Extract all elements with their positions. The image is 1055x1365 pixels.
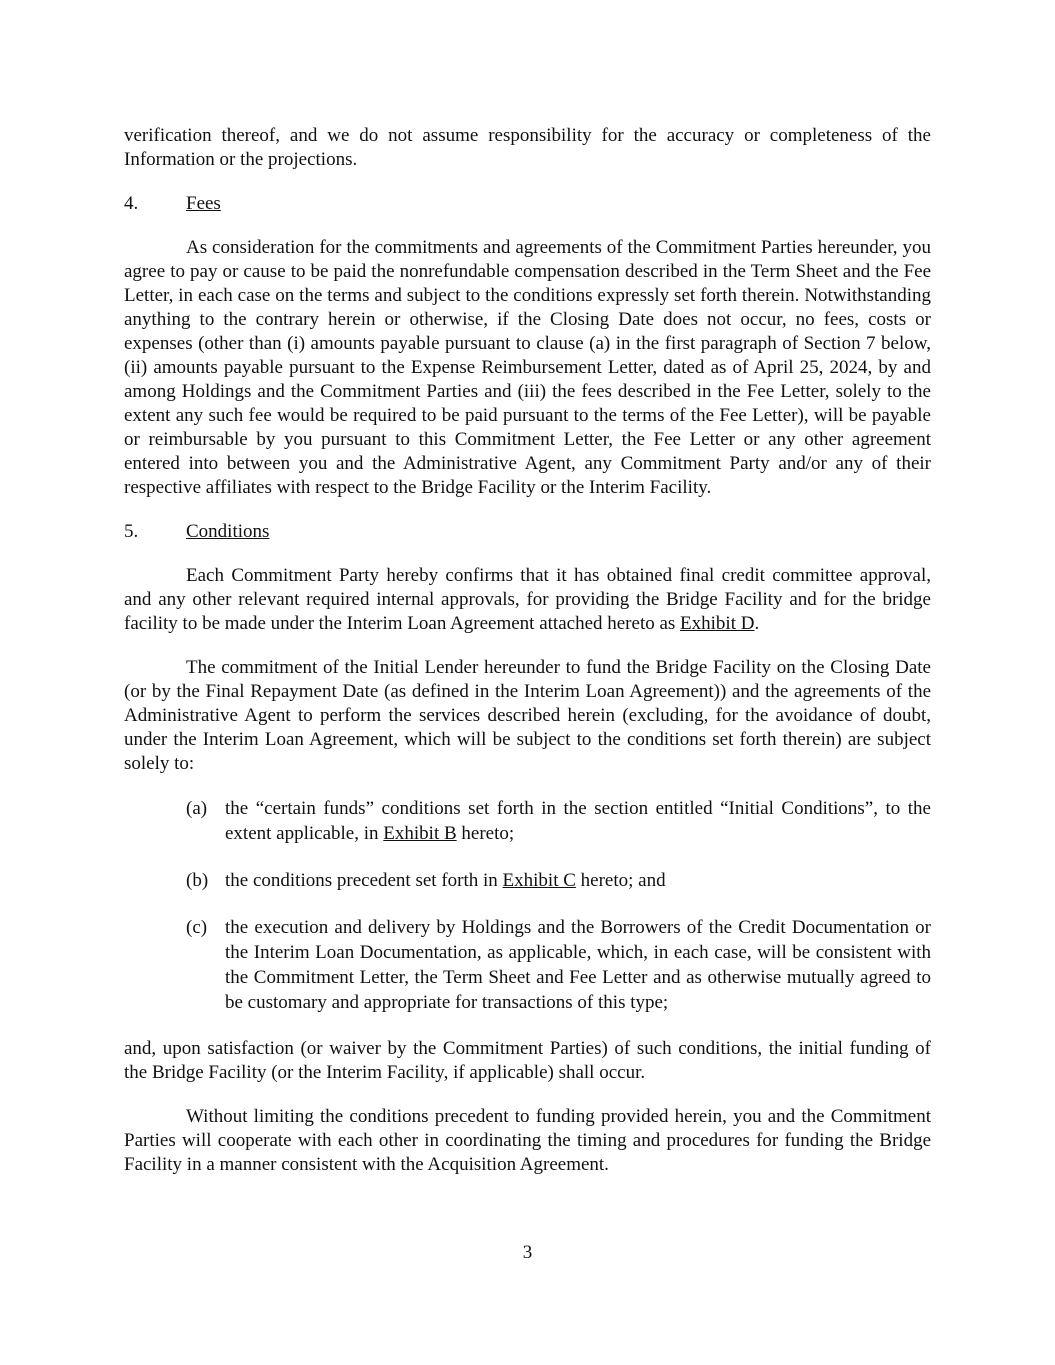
section-4-title: Fees [186,193,221,214]
section-5-title: Conditions [186,521,270,542]
condition-b-text [225,868,931,893]
condition-c-text: the execution and delivery by Holdings and the Borrowers of the Credit Documentation or the Interim Loan Documentation, as applicable, which, in each case, will be consistent with the Commitment Letter, the Term Sheet and Fee Letter and as otherwise mutually agreed to be customary and appropriate for transactions of this type; [225,917,931,1013]
satisfaction-paragraph: and, upon satisfaction (or waiver by the Commitment Parties) of such conditions, the initial funding of the Bridge Facility (or the Interim Facility, if applicable) shall occur. [124,1038,931,1083]
section-4-number: 4. [124,193,139,214]
document-page [124,124,931,1177]
condition-c-label: (c) [186,917,208,938]
condition-a-text-end: hereto; [456,823,515,844]
condition-b-text-start: the conditions precedent set forth in [225,870,503,891]
condition-item-a [186,796,931,846]
cooperation-paragraph: Without limiting the conditions precedent to funding provided herein, you and the Commitment Parties will cooperate with each other in coordinating the timing and procedures for funding the Bridge Facility in a manner consistent with the Acquisition Agreement. [124,1106,931,1175]
approval-text-end: . [754,613,760,634]
approval-paragraph [124,564,931,636]
section-5-number: 5. [124,521,139,542]
condition-a-text-start: the “certain funds” conditions set forth in the section entitled “Initial Conditions”, to the extent applicable, in [225,798,931,844]
exhibit-c-reference: Exhibit C [502,870,576,891]
page-number: 3 [522,1242,533,1263]
approval-text: Each Commitment Party hereby confirms that it has obtained final credit committee approval, and any other relevant required internal approvals, for providing the Bridge Facility and for the bridge facility to be made under the Interim Loan Agreement attached hereto as [124,565,931,634]
condition-b-text-end: hereto; and [575,870,666,891]
condition-b-label: (b) [186,870,209,891]
condition-a-label: (a) [186,798,208,819]
condition-item-c [186,915,931,1015]
section-4-heading [124,192,931,216]
exhibit-b-reference: Exhibit B [383,823,457,844]
condition-item-b [186,868,931,893]
commitment-paragraph: The commitment of the Initial Lender hereunder to fund the Bridge Facility on the Closing Date (or by the Final Repayment Date (as defined in the Interim Loan Agreement)) and the agreements of the Administrative Agent to perform the services described herein (excluding, for the avoidance of doubt, under the Interim Loan Agreement, which will be subject to the conditions set forth therein) are subject solely to: [124,657,931,774]
section-5-heading [124,520,931,544]
condition-a-text [225,796,931,846]
fees-paragraph: As consideration for the commitments and agreements of the Commitment Parties hereunder, you agree to pay or cause to be paid the nonrefundable compensation described in the Term Sheet and the Fee Letter, in each case on the terms and subject to the conditions expressly set forth therein. Notwithstanding anything to the contrary herein or otherwise, if the Closing Date does not occur, no fees, costs or expenses (other than (i) amounts payable pursuant to clause (a) in the first paragraph of Section 7 below, (ii) amounts payable pursuant to the Expense Reimbursement Letter, dated as of April 25, 2024, by and among Holdings and the Commitment Parties and (iii) the fees described in the Fee Letter, solely to the extent any such fee would be required to be paid pursuant to the terms of the Fee Letter), will be payable or reimbursable by you pursuant to this Commitment Letter, the Fee Letter or any other agreement entered into between you and the Administrative Agent, any Commitment Party and/or any of their respective affiliates with respect to the Bridge Facility or the Interim Facility. [124,237,931,498]
intro-paragraph: verification thereof, and we do not assume responsibility for the accuracy or completeness of the Information or the projections. [124,125,931,170]
exhibit-d-reference: Exhibit D [680,613,755,634]
